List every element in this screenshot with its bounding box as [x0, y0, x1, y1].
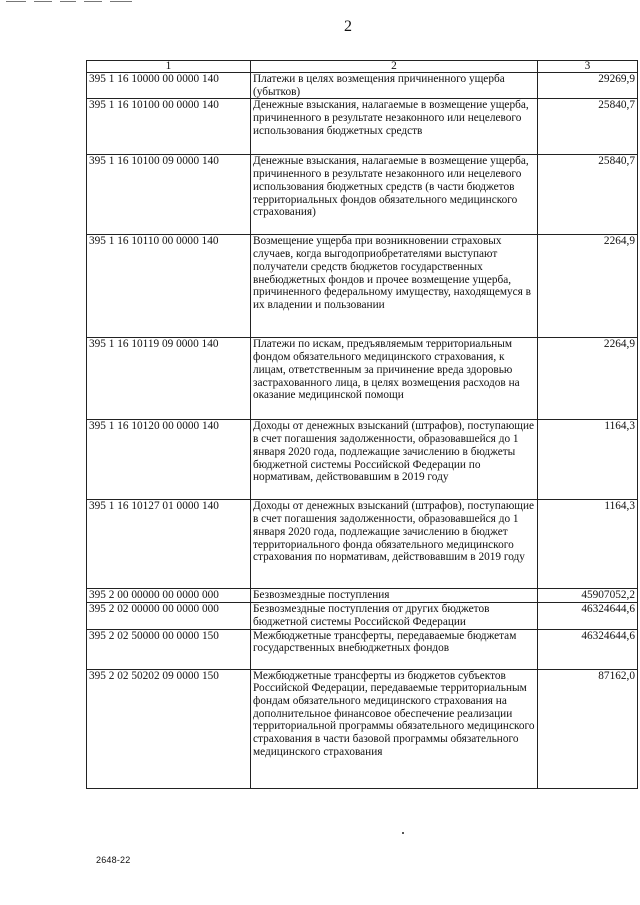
- document-footer-code: 2648-22: [96, 855, 131, 865]
- income-description: Денежные взыскания, налагаемые в возмещение ущерба, причиненного в результате незаконного или нецелевого использования бюджетных средств (в части бюджетов территориальных фондов обязательного медицинского страхования): [251, 155, 538, 235]
- column-header-3: 3: [538, 61, 638, 73]
- income-description: Межбюджетные трансферты, передаваемые бюджетам государственных внебюджетных фондов: [251, 629, 538, 669]
- income-description: Межбюджетные трансферты из бюджетов субъектов Российской Федерации, передаваемые территориальным фондам обязательного медицинского страхования на дополнительное финансовое обеспечение реализации территориальной программы обязательного медицинского страхования в части базовой программы обязательного медицинского страхования: [251, 669, 538, 788]
- budget-code: 395 1 16 10100 09 0000 140: [87, 155, 251, 235]
- column-header-2: 2: [251, 61, 538, 73]
- table-row: [87, 235, 638, 338]
- amount: 2264,9: [538, 338, 638, 420]
- table-row: [87, 73, 638, 99]
- amount: 25840,7: [538, 155, 638, 235]
- table-row: [87, 669, 638, 788]
- budget-code: 395 1 16 10000 00 0000 140: [87, 73, 251, 99]
- budget-code: 395 1 16 10120 00 0000 140: [87, 420, 251, 500]
- income-description: Денежные взыскания, налагаемые в возмещение ущерба, причиненного в результате незаконного или нецелевого использования бюджетных средств: [251, 99, 538, 155]
- column-header-1: 1: [87, 61, 251, 73]
- table-row: [87, 99, 638, 155]
- budget-code: 395 1 16 10110 00 0000 140: [87, 235, 251, 338]
- income-description: Безвозмездные поступления от других бюджетов бюджетной системы Российской Федерации: [251, 603, 538, 629]
- table-row: [87, 589, 638, 603]
- income-description: Возмещение ущерба при возникновении страховых случаев, когда выгодоприобретателями выступают получатели средств бюджетов государственных внебюджетных фондов и прочее возмещение ущерба, причиненного федеральному имуществу, находящемуся в их владении и пользовании: [251, 235, 538, 338]
- amount: 2264,9: [538, 235, 638, 338]
- table-row: [87, 629, 638, 669]
- scan-speck: [402, 832, 404, 834]
- amount: 29269,9: [538, 73, 638, 99]
- budget-code: 395 1 16 10127 01 0000 140: [87, 500, 251, 589]
- amount: 46324644,6: [538, 629, 638, 669]
- income-description: Доходы от денежных взысканий (штрафов), поступающие в счет погашения задолженности, образовавшейся до 1 января 2020 года, подлежащие зачислению в бюджеты бюджетной системы Российской Федерации по нормативам, действовавшим в 2019 году: [251, 420, 538, 500]
- revenue-table: [86, 60, 638, 789]
- table-row: [87, 155, 638, 235]
- page-number: 2: [344, 18, 352, 35]
- amount: 46324644,6: [538, 603, 638, 629]
- table-row: [87, 500, 638, 589]
- income-description: Платежи в целях возмещения причиненного ущерба (убытков): [251, 73, 538, 99]
- budget-code: 395 2 02 00000 00 0000 000: [87, 603, 251, 629]
- amount: 1164,3: [538, 420, 638, 500]
- income-description: Платежи по искам, предъявляемым территориальным фондом обязательного медицинского страхования, к лицам, ответственным за причинение вреда здоровью застрахованного лица, в целях возмещения расходов на оказание медицинской помощи: [251, 338, 538, 420]
- amount: 1164,3: [538, 500, 638, 589]
- income-description: Безвозмездные поступления: [251, 589, 538, 603]
- table-row: [87, 338, 638, 420]
- column-number-row: [87, 61, 638, 73]
- budget-code: 395 2 02 50000 00 0000 150: [87, 629, 251, 669]
- amount: 25840,7: [538, 99, 638, 155]
- amount: 87162,0: [538, 669, 638, 788]
- budget-code: 395 2 02 50202 09 0000 150: [87, 669, 251, 788]
- amount: 45907052,2: [538, 589, 638, 603]
- budget-code: 395 2 00 00000 00 0000 000: [87, 589, 251, 603]
- table-row: [87, 420, 638, 500]
- budget-code: 395 1 16 10119 09 0000 140: [87, 338, 251, 420]
- table-row: [87, 603, 638, 629]
- income-description: Доходы от денежных взысканий (штрафов), поступающие в счет погашения задолженности, образовавшейся до 1 января 2020 года, подлежащие зачислению в бюджет территориального фонда обязательного медицинского страхования по нормативам, действовавшим в 2019 году: [251, 500, 538, 589]
- budget-code: 395 1 16 10100 00 0000 140: [87, 99, 251, 155]
